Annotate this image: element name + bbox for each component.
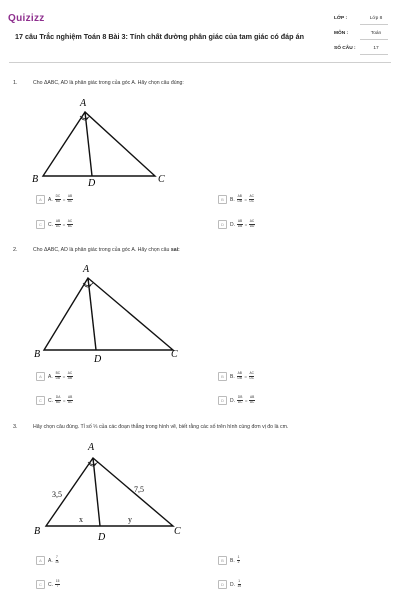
option-label: C.: [48, 397, 53, 404]
denominator: BC: [67, 224, 73, 228]
option-d[interactable]: D D. $\frac{DB}{DC}$ = $\frac{AB}{AC}$: [218, 396, 256, 405]
question-text: Hãy chọn câu đúng. Tỉ số ⅓ của các đoạn thẳng trong hình vẽ, biết rằng các số trên hình cùng đơn vị đo là cm.: [33, 424, 289, 430]
fraction: [67, 396, 72, 404]
vertex-label-a: A: [88, 442, 95, 453]
numerator: DC: [55, 194, 61, 199]
option-label: D.: [230, 581, 235, 588]
fraction: [237, 396, 242, 404]
question-text: [33, 247, 180, 253]
option-a[interactable]: A A. $\frac{DC}{BD}$ = $\frac{AB}{AC}$: [36, 195, 74, 204]
denominator: DC: [249, 376, 255, 380]
denominator: DC: [55, 224, 61, 228]
fraction: [237, 556, 240, 564]
vertex-label-d: D: [94, 354, 102, 365]
fraction: [67, 372, 72, 380]
option-label: C.: [48, 581, 53, 588]
numerator: AB: [249, 395, 255, 400]
option-label: C.: [48, 221, 53, 228]
option-c[interactable]: C C. $\frac{AB}{DC}$ = $\frac{AC}{BC}$: [36, 220, 74, 229]
fraction: [249, 195, 254, 203]
fraction: [237, 372, 242, 380]
numerator: AC: [67, 371, 73, 376]
fraction: [237, 220, 242, 228]
side-length-ac: 7,5: [134, 485, 144, 494]
meta-value-grade: Lớp 8: [369, 16, 383, 21]
option-badge: C: [36, 220, 45, 229]
vertex-label-b: B: [34, 349, 41, 360]
numerator: DB: [237, 395, 243, 400]
fraction: [237, 580, 241, 588]
denominator: DC: [237, 400, 243, 404]
triangle-figure-q2: [28, 260, 198, 370]
fraction: [67, 220, 72, 228]
option-badge: D: [218, 220, 227, 229]
numerator: 7: [56, 555, 58, 560]
numerator: AB: [237, 194, 242, 199]
numerator: AC: [67, 219, 73, 224]
numerator: 1: [238, 579, 241, 584]
vertex-label-c: C: [158, 174, 165, 185]
vertex-label-a: A: [83, 264, 90, 275]
fraction: [55, 220, 60, 228]
option-badge: A: [36, 556, 45, 565]
option-badge: D: [218, 396, 227, 405]
option-badge: A: [36, 372, 45, 381]
option-label: D.: [230, 221, 235, 228]
numerator: AB: [55, 219, 61, 224]
numerator: AB: [67, 194, 73, 199]
numerator: 1: [237, 555, 240, 560]
numerator: AC: [249, 194, 254, 199]
denominator: DB: [55, 376, 61, 380]
meta-label-count: SỐ CÂU :: [334, 46, 356, 51]
denominator: AC: [67, 199, 73, 203]
numerator: 15: [55, 579, 60, 584]
option-badge: B: [218, 556, 227, 565]
vertex-label-d: D: [88, 178, 96, 189]
denominator: DC: [249, 199, 255, 203]
page-title: 17 câu Trắc nghiệm Toán 8 Bài 3: Tính chất đường phân giác của tam giác có đáp án: [15, 32, 304, 41]
question-text: Cho ΔABC, AD là phân giác trong của góc A. Hãy chọn câu đúng:: [33, 80, 184, 86]
denominator: 15: [237, 584, 241, 588]
fraction: [55, 556, 59, 564]
denominator: DD: [249, 224, 255, 228]
option-b[interactable]: [218, 556, 241, 565]
meta-label-subject: MÔN :: [334, 31, 349, 36]
meta-divider: [360, 24, 388, 25]
option-d[interactable]: [218, 580, 242, 589]
denominator: AB: [67, 376, 73, 380]
fraction: [55, 195, 61, 203]
vertex-label-b: B: [34, 526, 41, 537]
numerator: AC: [249, 219, 255, 224]
vertex-label-d: D: [98, 532, 106, 543]
denominator: DB: [237, 376, 242, 380]
vertex-label-c: C: [174, 526, 181, 537]
numerator: AB: [237, 219, 243, 224]
fraction: [237, 195, 242, 203]
segment-label-y: y: [128, 515, 132, 524]
option-label: D.: [230, 397, 235, 404]
vertex-label-a: A: [80, 98, 87, 109]
denominator: BD: [55, 400, 61, 404]
denominator: AC: [249, 400, 255, 404]
question-number: 1.: [13, 80, 18, 86]
option-badge: C: [36, 580, 45, 589]
side-length-ab: 3,5: [52, 490, 62, 499]
numerator: AB: [237, 371, 242, 376]
meta-divider: [360, 39, 388, 40]
option-badge: B: [218, 195, 227, 204]
option-label: A.: [48, 557, 53, 564]
question-text-emphasis: sai:: [170, 247, 180, 253]
option-badge: B: [218, 372, 227, 381]
meta-value-count: 17: [373, 46, 379, 51]
question-text-main: Cho ΔABC, AD là phân giác trong của góc A. Hãy chọn câu: [33, 247, 171, 253]
option-label: B.: [230, 196, 235, 203]
option-a[interactable]: [36, 556, 60, 565]
denominator: 15: [55, 560, 59, 564]
option-b[interactable]: B B. $\frac{AB}{DB}$ = $\frac{AC}{DC}$: [218, 372, 255, 381]
header-divider: [9, 62, 391, 63]
meta-value-subject: Toán: [370, 31, 382, 36]
option-b[interactable]: B B. $\frac{AB}{DB}$ = $\frac{AC}{DC}$: [218, 195, 255, 204]
denominator: BD: [55, 199, 61, 203]
denominator: DB: [237, 224, 243, 228]
quizizz-logo: Quizizz: [8, 13, 45, 24]
meta-label-grade: LỚP :: [334, 16, 348, 21]
denominator: AC: [67, 400, 73, 404]
vertex-label-b: B: [32, 174, 39, 185]
fraction: [249, 396, 254, 404]
fraction: [249, 372, 254, 380]
denominator: DB: [237, 199, 242, 203]
option-label: A.: [48, 373, 53, 380]
numerator: AC: [249, 371, 254, 376]
option-d[interactable]: D D. $\frac{AB}{DB}$ = $\frac{AC}{DD}$: [218, 220, 256, 229]
numerator: DA: [55, 395, 61, 400]
fraction: [249, 220, 254, 228]
triangle-figure-q3: [28, 436, 198, 550]
vertex-label-c: C: [171, 349, 178, 360]
numerator: BC: [55, 371, 61, 376]
triangle-figure-q1: [28, 94, 178, 190]
segment-label-x: x: [79, 515, 83, 524]
numerator: AB: [67, 395, 73, 400]
question-number: 3.: [13, 424, 18, 430]
option-badge: C: [36, 396, 45, 405]
option-badge: A: [36, 195, 45, 204]
option-badge: D: [218, 580, 227, 589]
fraction: [67, 195, 72, 203]
question-number: 2.: [13, 247, 18, 253]
fraction: [55, 372, 60, 380]
option-c[interactable]: C C. $\frac{DA}{BD}$ = $\frac{AB}{AC}$: [36, 396, 74, 405]
meta-divider: [360, 54, 388, 55]
option-label: B.: [230, 373, 235, 380]
denominator: 2: [237, 560, 240, 564]
option-label: B.: [230, 557, 235, 564]
fraction: [55, 396, 60, 404]
denominator: 7: [56, 584, 59, 588]
option-label: A.: [48, 196, 53, 203]
option-a[interactable]: A A. $\frac{BC}{DB}$ = $\frac{AC}{AB}$: [36, 372, 74, 381]
option-c[interactable]: [36, 580, 61, 589]
fraction: [55, 580, 60, 588]
